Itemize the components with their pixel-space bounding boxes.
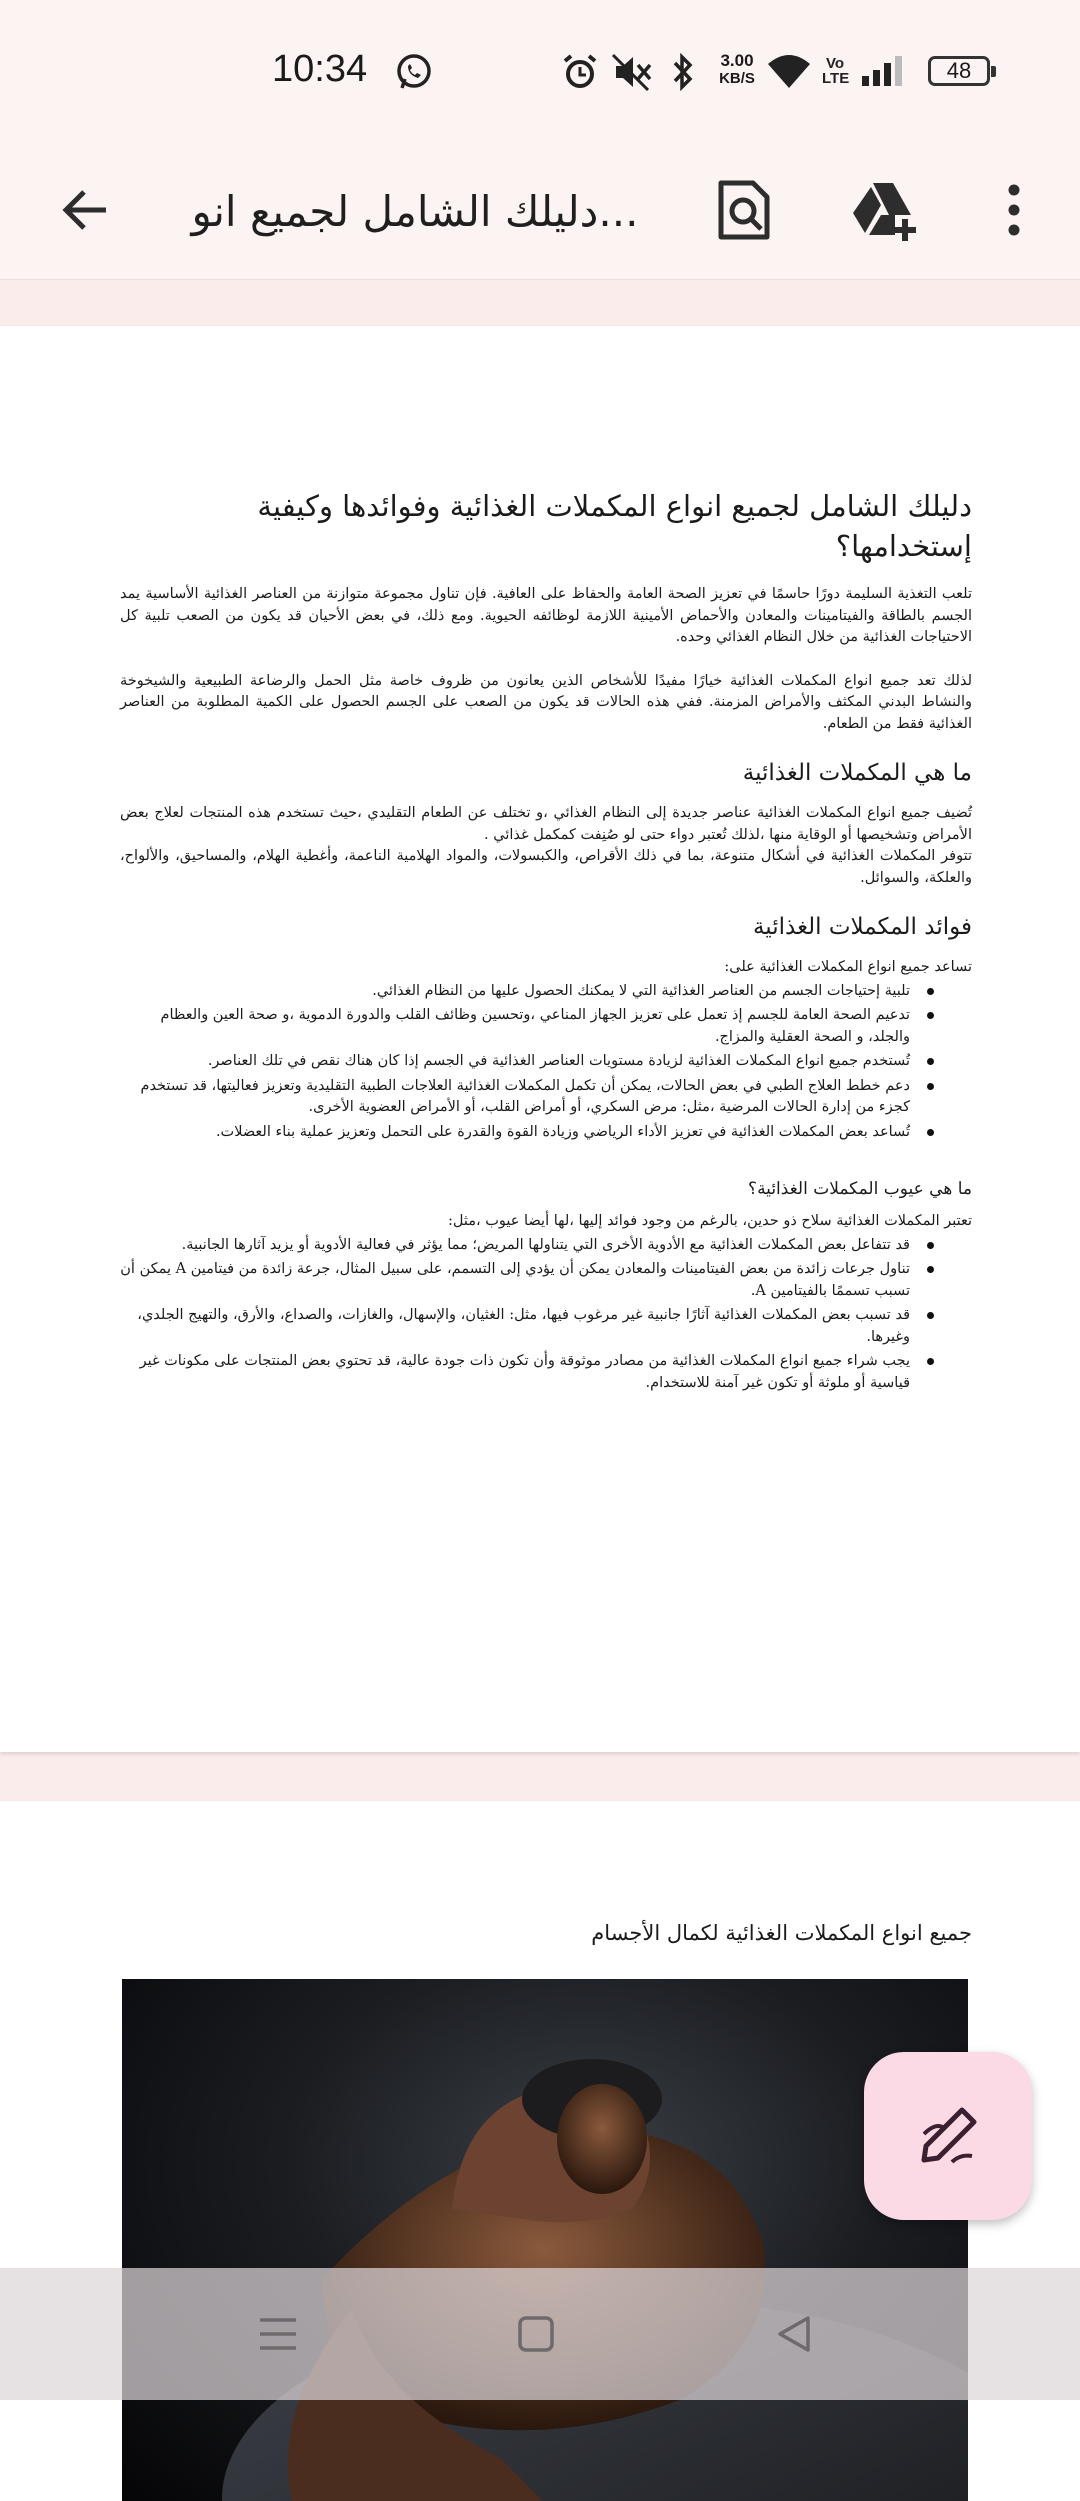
list-item: تلبية إحتياجات الجسم من العناصر الغذائية التي لا يمكنك الحصول عليها من النظام الغذائي. (120, 981, 910, 1003)
athlete-photo (122, 1979, 968, 2501)
mute-icon (610, 52, 654, 96)
signal-icon (860, 52, 912, 96)
find-in-page-button[interactable] (704, 170, 784, 250)
status-bar (0, 0, 1080, 140)
back-triangle-icon (774, 2314, 814, 2354)
system-nav-bar (0, 2268, 1080, 2400)
volte-icon: Vo LTE (822, 55, 850, 87)
section-heading-drawbacks: ما هي عيوب المكملات الغذائية؟ (748, 1179, 972, 1199)
add-to-drive-button[interactable] (846, 170, 926, 250)
document-page-1 (0, 326, 1080, 1752)
more-vert-icon (1004, 184, 1024, 236)
intro-paragraph-2: لذلك تعد جميع انواع المكملات الغذائية خيارًا مفيدًا للأشخاص الذين يعانون من ظروف خاصة مثل الحمل والرضاعة الطبيعية والشيخوخة والنشاط البدني المكثف والأمراض المزمنة. ففي هذه الحالات قد يكون من الصعب على الجسم الحصول على الكمية المطلوبة من العناصر الغذائية فقط من الطعام. (120, 672, 972, 732)
list-item: دعم خطط العلاج الطبي في بعض الحالات، يمكن أن تكمل المكملات الغذائية العلاجات الطبية التقليدية وتعزيز فعاليتها، قد تستخدم كجزء من إدارة الحالات المرضية ،مثل: مرض السكري، أو أمراض القلب، أو الأمراض العضوية الأخرى. (120, 1076, 910, 1119)
page-content (120, 486, 972, 1397)
back-nav-button[interactable] (764, 2304, 824, 2364)
list-item: تُستخدم جميع انواع المكملات الغذائية لزيادة مستويات العناصر الغذائية في الجسم إذا كان هناك نقص في تلك العناصر. (120, 1051, 910, 1073)
recents-button[interactable] (248, 2304, 308, 2364)
list-item: تُساعد بعض المكملات الغذائية في تعزيز الأداء الرياضي وزيادة القوة والقدرة على التحمل وتعزيز عملية بناء العضلات. (120, 1122, 910, 1144)
section1-paragraph-2: تتوفر المكملات الغذائية في أشكال متنوعة، بما في ذلك الأقراص، والكبسولات، والمواد الهلامية الناعمة، وأغطية الهلام، والمساحيق، والألواح، والعلكة، والسوائل. (120, 848, 972, 886)
list-item: يجب شراء جميع انواع المكملات الغذائية من مصادر موثوقة وأن تكون ذات جودة عالية، قد تحتوي بعض المنتجات على مكونات غير قياسية أو ملوثة أو تكون غير آمنة للاستخدام. (120, 1351, 910, 1394)
bluetooth-icon (670, 52, 696, 96)
drawbacks-lead: تعتبر المكملات الغذائية سلاح ذو حدين، بالرغم من وجود فوائد إليها ،لها أيضا عيوب ،مثل: (447, 1213, 972, 1229)
section-heading-benefits: فوائد المكملات الغذائية (752, 914, 972, 940)
home-button[interactable] (506, 2304, 566, 2364)
back-arrow-icon (58, 184, 110, 236)
edit-fab-button[interactable] (864, 2052, 1032, 2220)
document-title: دليلك الشامل لجميع انو... (191, 187, 639, 236)
back-button[interactable] (44, 170, 124, 250)
find-in-page-icon (717, 179, 771, 241)
app-bar (0, 140, 1080, 280)
list-item: تدعيم الصحة العامة للجسم إذ تعمل على تعزيز الجهاز المناعي ،وتحسين وظائف القلب والدورة الدموية ،و صحة العين والعظام والجلد، و الصحة العقلية والمزاج. (120, 1005, 910, 1048)
intro-paragraph-1: تلعب التغذية السليمة دورًا حاسمًا في تعزيز الصحة العامة والحفاظ على العافية. فإن تناول مجموعة متوازنة من العناصر الغذائية الأساسية يمد الجسم بالطاقة والفيتامينات والمعادن والأحماض الأمينية اللازمة لوظائفه الحيوية. ومع ذلك، في بعض الأحيان قد يكون من الصعب تلبية كل الاحتياجات الغذائية من خلال النظام الغذائي وحده. (120, 586, 972, 645)
status-time: 10:34 (272, 48, 368, 90)
section-heading-what-are-supplements: ما هي المكملات الغذائية (742, 760, 972, 786)
edit-pen-icon (916, 2104, 980, 2168)
list-item: قد تتفاعل بعض المكملات الغذائية مع الأدوية الأخرى التي يتناولها المريض؛ مما يؤثر في فعالية الأدوية أو يزيد آثارها الجانبية. (120, 1235, 910, 1257)
benefits-lead: تساعد جميع انواع المكملات الغذائية على: (724, 959, 972, 975)
more-options-button[interactable] (974, 170, 1054, 250)
wifi-icon (766, 52, 812, 96)
benefits-list (120, 981, 972, 1144)
list-item: قد تسبب بعض المكملات الغذائية آثارًا جانبية غير مرغوب فيها، مثل: الغثيان، والإسهال، والغازات، والصداع، والأرق، والتهيج الجلدي، وغيرها. (120, 1305, 910, 1348)
page2-heading: جميع انواع المكملات الغذائية لكمال الأجسام (591, 1921, 972, 1945)
battery-icon: 48 (928, 56, 990, 86)
drawbacks-list (120, 1235, 972, 1395)
whatsapp-icon (394, 52, 434, 96)
list-item: تناول جرعات زائدة من بعض الفيتامينات والمعادن يمكن أن يؤدي إلى التسمم، على سبيل المثال، جرعة زائدة من فيتامين A يمكن أن تسبب تسممًا بالفيتامين A. (120, 1259, 910, 1302)
menu-icon (258, 2314, 298, 2354)
alarm-icon (560, 52, 600, 96)
add-to-drive-icon (851, 179, 921, 241)
section1-paragraph-1: تُضيف جميع انواع المكملات الغذائية عناصر جديدة إلى النظام الغذائي ،و تختلف عن الطعام التقليدي ،حيث تستخدم هذه المنتجات لعلاج بعض الأمراض وتشخيصها أو الوقاية منها ،لذلك تُعتبر دواء حتى لو صُنِفت كمكمل غذائي . (120, 805, 972, 843)
page-title: دليلك الشامل لجميع انواع المكملات الغذائية وفوائدها وكيفية إستخدامها؟ (257, 489, 972, 563)
home-square-icon (517, 2315, 555, 2353)
network-speed: 3.00 KB/S (719, 51, 755, 87)
